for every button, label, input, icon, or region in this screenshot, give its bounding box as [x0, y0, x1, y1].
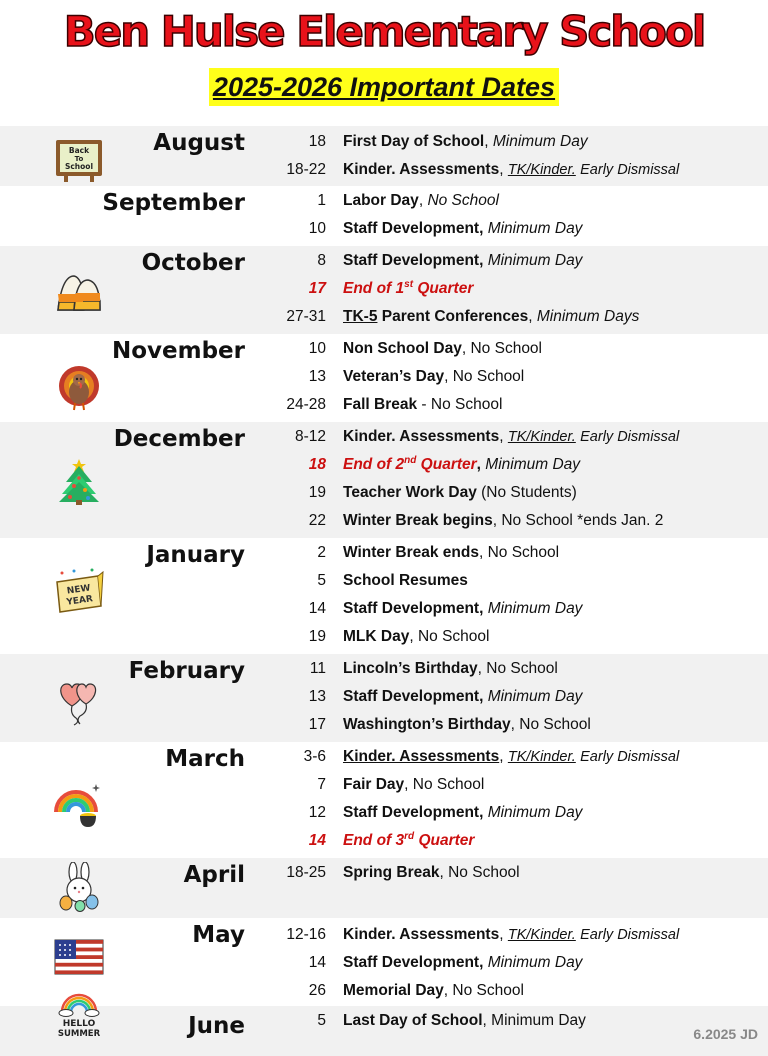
- month-march: [0, 742, 768, 858]
- event-row: [0, 977, 768, 1005]
- event-date: 22: [308, 512, 326, 529]
- event-row: [0, 423, 768, 451]
- school-title: Ben Hulse Elementary School: [63, 7, 705, 56]
- event-desc: Kinder. Assessments, TK/Kinder. Early Dismissal: [343, 428, 680, 445]
- event-date: 11: [309, 660, 326, 677]
- event-date: 19: [308, 628, 326, 645]
- event-row: [0, 303, 768, 331]
- event-date: 12-16: [286, 926, 326, 943]
- event-desc: Staff Development, Minimum Day: [343, 954, 583, 971]
- event-row: [0, 507, 768, 535]
- event-row: [0, 949, 768, 977]
- event-date: 14: [308, 832, 326, 849]
- event-row: [0, 567, 768, 595]
- event-date: 13: [308, 688, 326, 705]
- event-desc: Last Day of School, Minimum Day: [343, 1012, 586, 1029]
- event-desc: First Day of School, Minimum Day: [343, 133, 588, 150]
- event-desc: Fair Day, No School: [343, 776, 485, 793]
- event-row: [0, 539, 768, 567]
- event-row: [0, 247, 768, 275]
- event-date: 10: [308, 340, 326, 357]
- event-desc: End of 1st Quarter: [343, 278, 474, 297]
- event-date: 17: [308, 280, 326, 297]
- event-date: 18-25: [286, 864, 326, 881]
- svg-text:YEAR: YEAR: [65, 594, 94, 608]
- month-name: February: [128, 658, 245, 684]
- event-desc: Memorial Day, No School: [343, 982, 524, 999]
- event-date: 27-31: [286, 308, 326, 325]
- svg-text:Back: Back: [68, 146, 90, 155]
- month-april: [0, 858, 768, 918]
- event-date: 26: [308, 982, 326, 999]
- month-february: [0, 654, 768, 742]
- event-row: [0, 335, 768, 363]
- event-desc: Kinder. Assessments, TK/Kinder. Early Dismissal: [343, 748, 680, 765]
- event-row: [0, 859, 768, 887]
- event-date: 3-6: [303, 748, 326, 765]
- event-date: 18: [308, 133, 326, 150]
- event-desc: Kinder. Assessments, TK/Kinder. Early Dismissal: [343, 161, 680, 178]
- event-row: [0, 187, 768, 215]
- month-name: November: [111, 338, 245, 364]
- month-name: August: [153, 130, 245, 156]
- event-row: [0, 771, 768, 799]
- subtitle-wrap: [0, 68, 768, 106]
- month-january: [0, 538, 768, 654]
- month-december: [0, 422, 768, 538]
- svg-text:NEW: NEW: [66, 583, 92, 597]
- event-date: 19: [308, 484, 326, 501]
- month-may: [0, 918, 768, 1006]
- event-desc: TK-5 Parent Conferences, Minimum Days: [343, 308, 640, 325]
- event-desc: Labor Day, No School: [343, 192, 499, 209]
- event-date: 12: [308, 804, 326, 821]
- event-date: 7: [317, 776, 326, 793]
- event-desc: Winter Break begins, No School *ends Jan. 2: [343, 512, 664, 529]
- event-desc: Veteran’s Day, No School: [343, 368, 525, 385]
- event-row: [0, 921, 768, 949]
- event-row: [0, 743, 768, 771]
- event-date: 18-22: [286, 161, 326, 178]
- svg-text:SUMMER: SUMMER: [57, 1029, 101, 1039]
- event-date: 8-12: [294, 428, 326, 445]
- month-name: June: [188, 1013, 245, 1039]
- event-date: 14: [308, 600, 326, 617]
- event-desc: Washington’s Birthday, No School: [343, 716, 591, 733]
- svg-text:School: School: [64, 162, 94, 171]
- event-date: 1: [317, 192, 326, 209]
- event-desc: MLK Day, No School: [343, 628, 490, 645]
- event-desc: End of 2nd Quarter, Minimum Day: [343, 454, 581, 473]
- event-desc: School Resumes: [343, 572, 468, 589]
- event-desc: Teacher Work Day (No Students): [343, 484, 577, 501]
- event-desc: Staff Development, Minimum Day: [343, 600, 583, 617]
- event-desc: Staff Development, Minimum Day: [343, 252, 583, 269]
- month-name: September: [102, 190, 245, 216]
- event-row: [0, 595, 768, 623]
- month-november: [0, 334, 768, 422]
- month-name: March: [165, 746, 245, 772]
- event-desc: Fall Break - No School: [343, 396, 503, 413]
- event-date: 10: [308, 220, 326, 237]
- month-august: [0, 126, 768, 186]
- event-row: [0, 479, 768, 507]
- event-row: [0, 1007, 768, 1035]
- event-desc: End of 3rd Quarter: [343, 830, 475, 849]
- event-row: [0, 363, 768, 391]
- event-date: 8: [317, 252, 326, 269]
- event-date: 13: [308, 368, 326, 385]
- month-september: [0, 186, 768, 246]
- event-desc: Non School Day, No School: [343, 340, 542, 357]
- event-row: [0, 215, 768, 243]
- month-october: [0, 246, 768, 334]
- event-row: [0, 156, 768, 184]
- event-row: [0, 655, 768, 683]
- event-date: 2: [317, 544, 326, 561]
- event-row: [0, 799, 768, 827]
- event-row: [0, 128, 768, 156]
- event-desc: Spring Break, No School: [343, 864, 520, 881]
- event-row: [0, 711, 768, 739]
- month-june: [0, 1006, 768, 1056]
- event-desc: Staff Development, Minimum Day: [343, 688, 583, 705]
- event-date: 5: [317, 1012, 326, 1029]
- event-row: [0, 623, 768, 651]
- event-date: 17: [308, 716, 326, 733]
- month-name: May: [192, 922, 245, 948]
- event-desc: Staff Development, Minimum Day: [343, 804, 583, 821]
- event-date: 5: [317, 572, 326, 589]
- event-desc: Staff Development, Minimum Day: [343, 220, 583, 237]
- event-date: 18: [308, 456, 326, 473]
- month-name: October: [141, 250, 245, 276]
- event-desc: Kinder. Assessments, TK/Kinder. Early Dismissal: [343, 926, 680, 943]
- calendar-subtitle: 2025-2026 Important Dates: [209, 68, 559, 106]
- event-desc: Lincoln’s Birthday, No School: [343, 660, 558, 677]
- event-date: 24-28: [286, 396, 326, 413]
- event-row-quarter: [0, 451, 768, 479]
- svg-text:To: To: [74, 155, 84, 163]
- month-name: April: [183, 862, 245, 888]
- version-stamp: 6.2025 JD: [693, 1026, 758, 1042]
- event-date: 14: [308, 954, 326, 971]
- event-desc: Winter Break ends, No School: [343, 544, 560, 561]
- event-row-quarter: [0, 827, 768, 855]
- month-name: December: [113, 426, 245, 452]
- event-row-quarter: [0, 275, 768, 303]
- event-row: [0, 391, 768, 419]
- event-row: [0, 683, 768, 711]
- month-name: January: [146, 542, 245, 568]
- svg-text:HELLO: HELLO: [62, 1019, 96, 1029]
